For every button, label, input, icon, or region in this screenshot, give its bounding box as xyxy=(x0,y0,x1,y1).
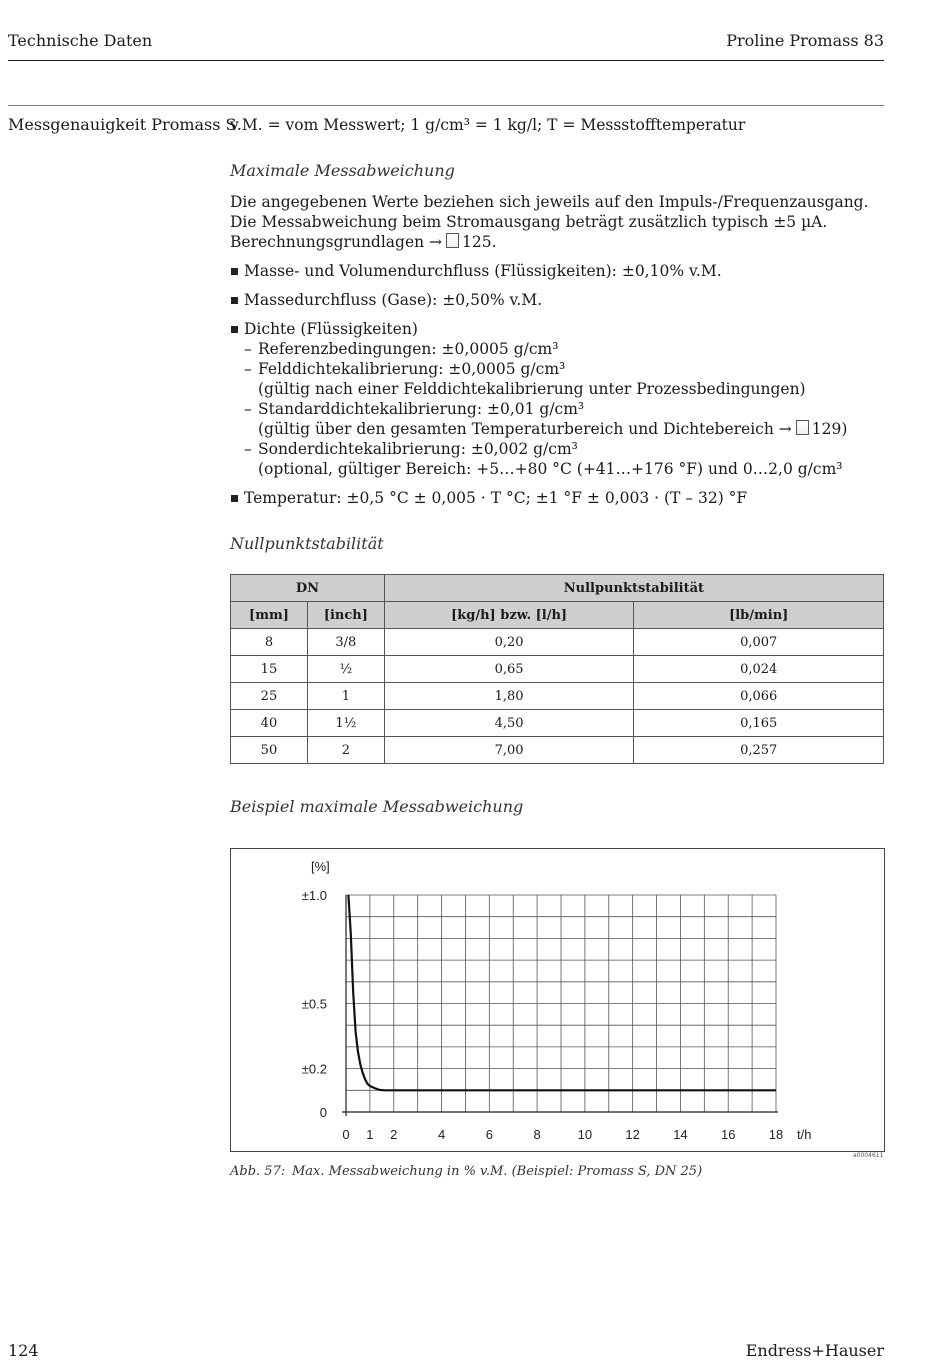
x-axis-label: t/h xyxy=(797,1127,812,1142)
dash-reference: – Referenzbedingungen: ±0,0005 g/cm³ xyxy=(230,339,884,359)
cell-kgh: 7,00 xyxy=(384,737,634,764)
cell-lbmin: 0,257 xyxy=(634,737,884,764)
figure-id: a0004611 xyxy=(853,1152,884,1159)
y-tick-label: ±0.2 xyxy=(301,1061,327,1077)
figure-caption xyxy=(230,1164,702,1179)
header-right: Proline Promass 83 xyxy=(726,31,884,50)
cell-inch: 1 xyxy=(307,683,384,710)
th-kgh: [kg/h] bzw. [l/h] xyxy=(384,602,634,629)
y-axis-label: [%] xyxy=(311,859,330,874)
bullet-mass-volume: Masse- und Volumendurchfluss (Flüssigkeiten): ±0,10% v.M. xyxy=(230,261,884,281)
table-row xyxy=(231,710,884,737)
x-tick-label: 18 xyxy=(768,1127,784,1142)
th-mm: [mm] xyxy=(231,602,308,629)
header-left: Technische Daten xyxy=(8,31,153,50)
y-tick-label: ±1.0 xyxy=(301,888,327,903)
table-row xyxy=(231,629,884,656)
cell-inch: 1½ xyxy=(307,710,384,737)
x-tick-label: 16 xyxy=(720,1127,736,1142)
x-tick-label: 12 xyxy=(625,1127,640,1142)
example-heading: Beispiel maximale Messabweichung xyxy=(230,797,524,816)
cell-kgh: 0,65 xyxy=(384,656,634,683)
intro-paragraph xyxy=(230,192,884,252)
para-line-2: Die Messabweichung beim Stromausgang beträgt zusätzlich typisch ±5 µA. xyxy=(230,213,828,231)
caption-number: Abb. 57: xyxy=(230,1164,286,1179)
page-ref-icon xyxy=(446,233,459,248)
zero-stability-table xyxy=(230,574,884,764)
th-zero-stability: Nullpunktstabilität xyxy=(384,575,883,602)
dash-standard-note-text: (gültig über den gesamten Temperaturbereich und Dichtebereich → xyxy=(258,420,792,438)
cell-lbmin: 0,066 xyxy=(634,683,884,710)
para-ref-page: 125. xyxy=(462,233,497,251)
content-column xyxy=(230,115,884,554)
cell-lbmin: 0,007 xyxy=(634,629,884,656)
series-line xyxy=(348,895,776,1090)
cell-mm: 15 xyxy=(231,656,308,683)
dash-standard-note-page: 129) xyxy=(811,420,848,438)
y-tick-label: 0 xyxy=(319,1105,327,1120)
x-tick-label: 4 xyxy=(437,1127,446,1142)
cell-kgh: 4,50 xyxy=(384,710,634,737)
th-inch: [inch] xyxy=(307,602,384,629)
header-rule xyxy=(8,60,884,61)
dash-field-calibration: – Felddichtekalibrierung: ±0,0005 g/cm³ xyxy=(230,359,884,379)
cell-kgh: 1,80 xyxy=(384,683,634,710)
y-tick-label: ±0.5 xyxy=(301,996,327,1012)
caption-text: Max. Messabweichung in % v.M. (Beispiel: Promass S, DN 25) xyxy=(292,1164,703,1179)
section-label: Messgenauigkeit Promass S xyxy=(8,115,237,134)
table-row xyxy=(231,683,884,710)
table-header-row-1 xyxy=(231,575,884,602)
cell-lbmin: 0,024 xyxy=(634,656,884,683)
cell-mm: 25 xyxy=(231,683,308,710)
cell-mm: 8 xyxy=(231,629,308,656)
footer-brand: Endress+Hauser xyxy=(745,1341,884,1360)
cell-mm: 40 xyxy=(231,710,308,737)
dash-special-calibration: – Sonderdichtekalibrierung: ±0,002 g/cm³ xyxy=(230,439,884,459)
dash-special-note: (optional, gültiger Bereich: +5…+80 °C (+41…+176 °F) und 0…2,0 g/cm³ xyxy=(258,460,843,478)
x-tick-label: 0 xyxy=(342,1127,350,1142)
max-heading: Maximale Messabweichung xyxy=(230,161,455,180)
x-tick-label: 10 xyxy=(577,1127,593,1142)
cell-inch: ½ xyxy=(307,656,384,683)
section-rule xyxy=(8,105,884,106)
bullet-density: Dichte (Flüssigkeiten) xyxy=(230,319,884,339)
x-tick-label: 2 xyxy=(390,1127,398,1142)
page-number: 124 xyxy=(8,1341,39,1360)
table-header-row-2 xyxy=(231,602,884,629)
cell-inch: 3/8 xyxy=(307,629,384,656)
page-ref-icon xyxy=(796,420,809,435)
th-lbmin: [lb/min] xyxy=(634,602,884,629)
null-heading: Nullpunktstabilität xyxy=(230,534,384,553)
x-tick-label: 14 xyxy=(673,1127,688,1142)
dash-standard-note xyxy=(230,419,884,439)
bullet-temperature: Temperatur: ±0,5 °C ± 0,005 · T °C; ±1 °F ± 0,003 · (T – 32) °F xyxy=(230,488,884,508)
dash-standard-calibration: – Standarddichtekalibrierung: ±0,01 g/cm³ xyxy=(230,399,884,419)
para-line-1: Die angegebenen Werte beziehen sich jeweils auf den Impuls-/Frequenzausgang. xyxy=(230,193,869,211)
cell-kgh: 0,20 xyxy=(384,629,634,656)
th-dn: DN xyxy=(231,575,385,602)
para-line-3 xyxy=(230,232,884,252)
cell-lbmin: 0,165 xyxy=(634,710,884,737)
bullet-mass-gas: Massedurchfluss (Gase): ±0,50% v.M. xyxy=(230,290,884,310)
x-tick-label: 8 xyxy=(533,1127,541,1142)
para-ref-text: Berechnungsgrundlagen → xyxy=(230,233,443,251)
deviation-chart xyxy=(231,849,884,1151)
chart-frame xyxy=(230,848,885,1152)
intro-text: v.M. = vom Messwert; 1 g/cm³ = 1 kg/l; T = Messstofftemperatur xyxy=(230,116,746,134)
x-tick-label: 1 xyxy=(366,1127,374,1142)
table-row xyxy=(231,656,884,683)
cell-mm: 50 xyxy=(231,737,308,764)
table-row xyxy=(231,737,884,764)
x-tick-label: 6 xyxy=(485,1127,493,1142)
dash-field-note: (gültig nach einer Felddichtekalibrierung unter Prozessbedingungen) xyxy=(258,380,806,398)
cell-inch: 2 xyxy=(307,737,384,764)
